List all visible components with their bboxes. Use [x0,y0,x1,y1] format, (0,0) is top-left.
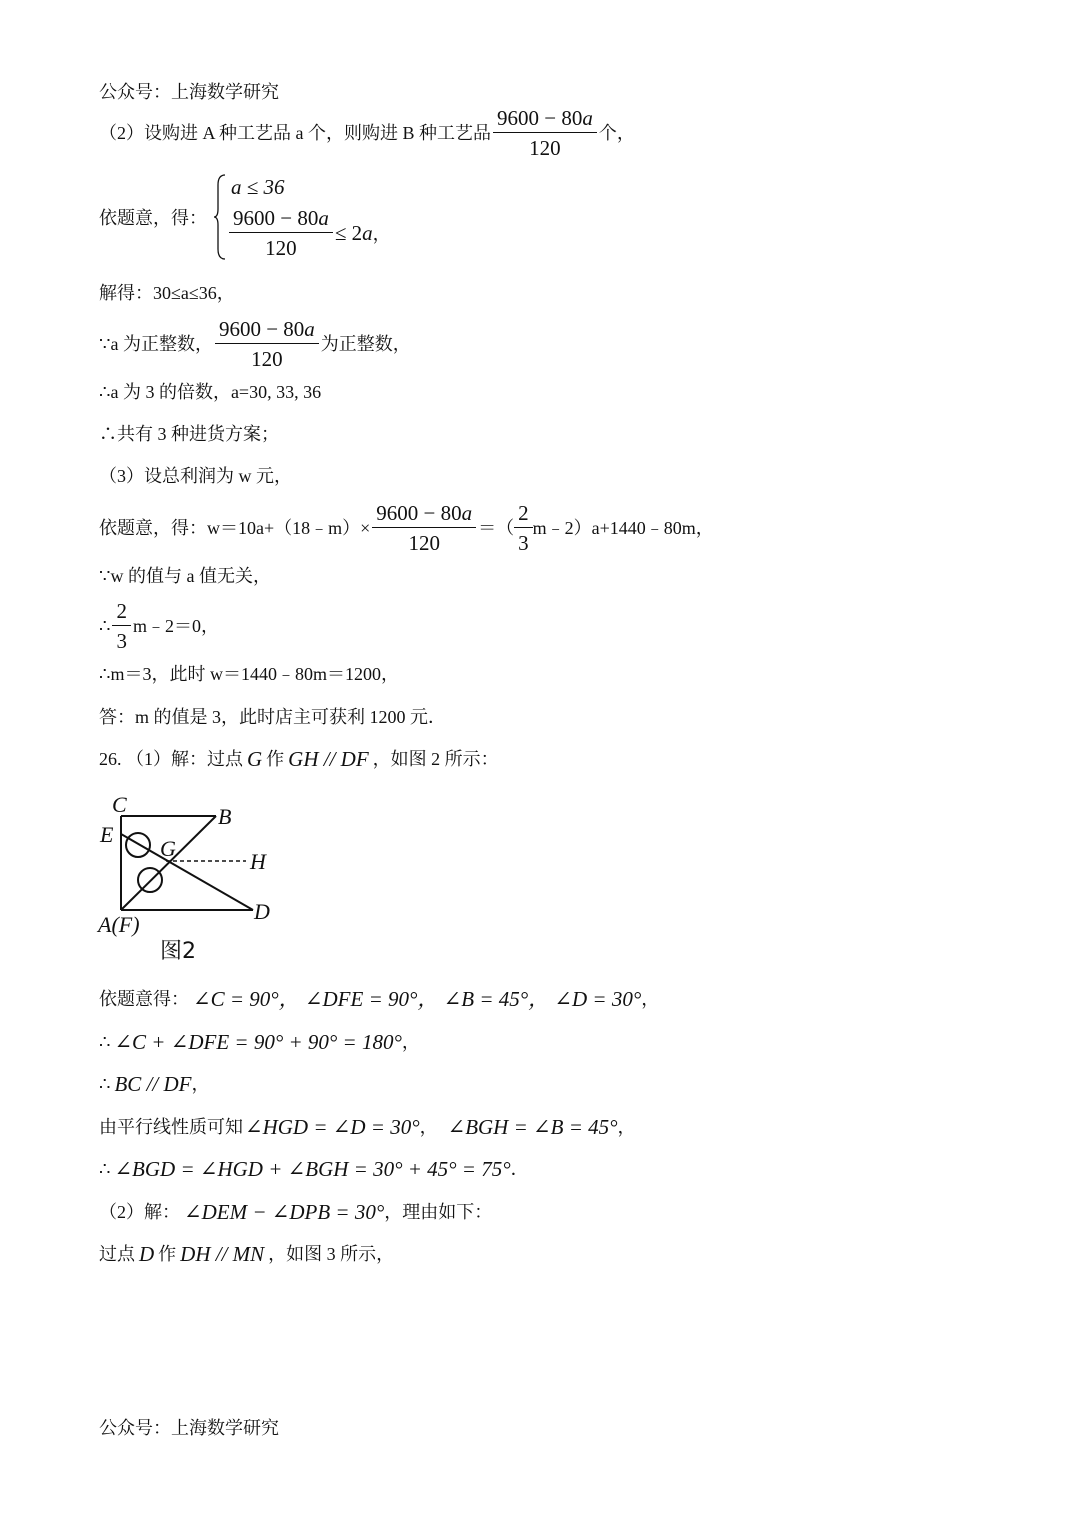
text-line-13: 26. （1）解：过点 G 作 GH // DF ，如图 2 所示： [99,747,499,771]
text-line-6: ∴共有 3 种进货方案； [99,424,279,444]
geometry-figure [96,786,296,971]
text-line-8: 依题意，得：w＝10a+（18﹣m）× $\frac{9600 - 80a}{120}$ ＝（ $\frac{2}{3}$ m﹣2）a+1440﹣80m， [99,501,714,555]
text-line-11: ∴m＝3，此时 w＝1440﹣80m＝1200， [99,664,399,684]
system-row-2: $\frac{9600 - 80a}{120}$ ≤ 2 a ， [231,205,391,261]
text-line-4: ∵a 为正整数， $\frac{9600 - 80a}{120}$ 为正整数， [99,317,411,371]
header-watermark: 公众号：上海数学研究 [99,82,279,102]
triangle-diagram [96,786,296,966]
label-h: H [250,849,266,874]
text-line-5: ∴a 为 3 的倍数，a=30, 33, 36 [99,382,322,402]
text-line-12: 答：m 的值是 3，此时店主可获利 1200 元． [99,707,446,727]
text-line-14: 依题意得： ∠C = 90°， ∠DFE = 90°， ∠B = 45°， ∠D = 30° ， [99,987,660,1011]
text-line-16: ∴ BC // DF ， [99,1072,210,1096]
brace-icon [213,173,227,261]
text-line-1: （2）设购进 A 种工艺品 a 个，则购进 B 种工艺品 $\frac{9600 - 80a}{120}$ 个， [99,106,635,160]
system-row-1: a ≤ 36 [231,175,285,199]
footer-watermark: 公众号：上海数学研究 [99,1418,279,1438]
fraction: $\frac{9600 - 80a}{120}$ [495,105,595,161]
label-e: E [100,822,114,847]
text-line-17: 由平行线性质可知 ∠HGD = ∠D = 30° ， ∠BGH = ∠B = 45° ， [99,1115,636,1139]
label-c: C [112,792,127,817]
text-line-20: 过点 D 作 DH // MN ，如图 3 所示， [99,1242,395,1266]
text-line-19: （2）解： ∠DEM − ∠DPB = 30° ，理由如下： [99,1200,493,1224]
text-line-9: ∵w 的值与 a 值无关， [99,566,271,586]
text-line-15: ∴ ∠C + ∠DFE = 90° + 90° = 180° ， [99,1030,420,1054]
text-line-7: （3）设总利润为 w 元， [99,466,292,486]
label-d: D [254,899,270,924]
figure-caption: 图2 [160,939,196,964]
text-line-3: 解得：30≤a≤36， [99,283,235,303]
text-line-18: ∴ ∠BGD = ∠HGD + ∠BGH = 30° + 45° = 75° ． [99,1157,529,1181]
label-a-f: A(F) [98,912,140,937]
label-b: B [218,804,232,829]
text-line-10: ∴ $\frac{2}{3}$ m﹣2＝0， [99,599,219,653]
inequality-system: 依题意，得： a ≤ 36 $\frac{9600 - 80a}{120}$ ≤ 2 a ， [99,175,391,260]
label-g: G [160,836,176,861]
